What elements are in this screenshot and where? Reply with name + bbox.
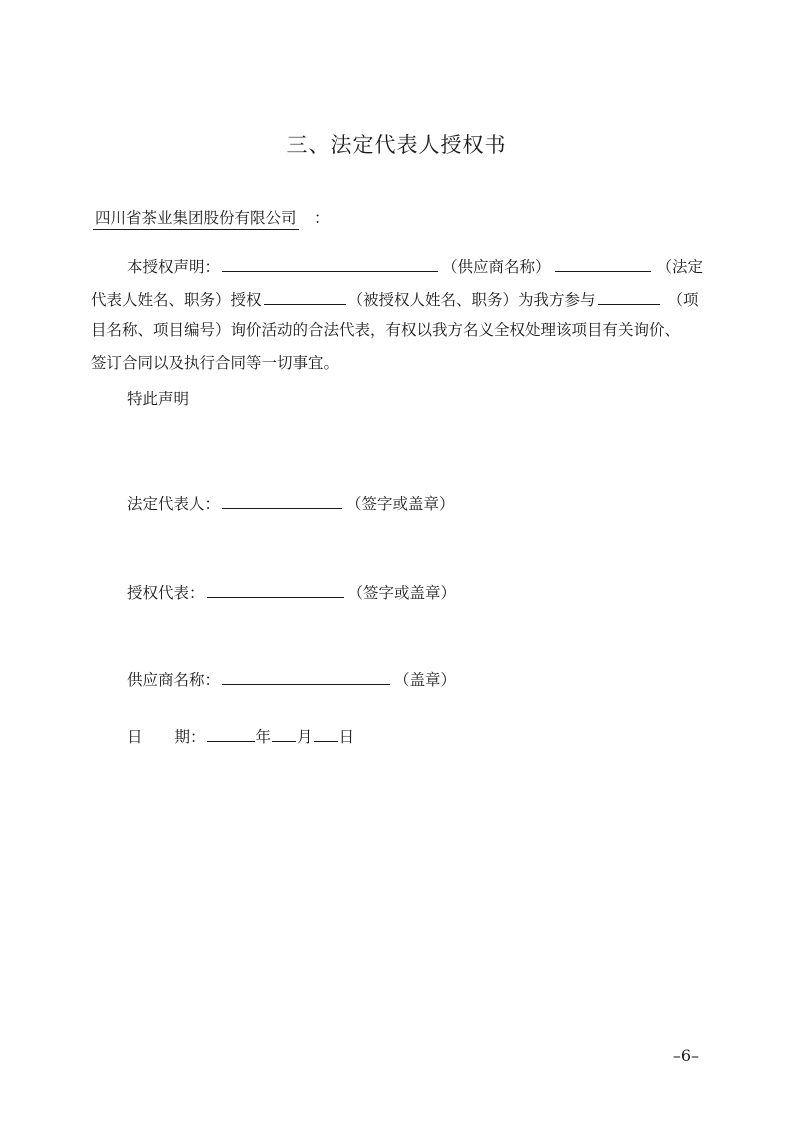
supplier-stamp-blank[interactable] <box>222 670 390 685</box>
legal-rep-label: 法定代表人： <box>127 495 221 513</box>
page-title: 三、法定代表人授权书 <box>286 133 507 157</box>
auth-rep-label: 授权代表： <box>127 584 205 602</box>
date-label-2: 期： <box>174 728 206 746</box>
year-label: 年 <box>255 728 272 746</box>
supplier-label: 供应商名称： <box>127 671 221 689</box>
legal-rep-hint-start: （法定 <box>656 258 704 276</box>
body-line-4: 签订合同以及执行合同等一切事宜。 <box>91 354 340 372</box>
year-blank[interactable] <box>207 727 255 742</box>
supplier-name-hint: （供应商名称） <box>442 258 551 276</box>
authorized-rep-hint: （被授权人姓名、职务）为我方参与 <box>347 291 596 309</box>
auth-rep-note: （签字或盖章） <box>347 584 457 602</box>
legal-rep-hint-end: 代表人姓名、职务）授权 <box>91 291 262 309</box>
body-line-1 <box>127 257 703 276</box>
date-row <box>127 727 354 746</box>
body-line-2 <box>91 290 699 309</box>
auth-rep-signature-row <box>127 583 456 602</box>
auth-rep-signature-blank[interactable] <box>207 583 344 598</box>
legal-rep-blank[interactable] <box>555 257 651 272</box>
project-blank[interactable] <box>598 290 660 305</box>
supplier-name-blank[interactable] <box>222 257 438 272</box>
date-label-1: 日 <box>127 728 143 746</box>
project-hint-start: （项 <box>667 291 699 309</box>
day-blank[interactable] <box>314 727 338 742</box>
legal-rep-signature-blank[interactable] <box>222 494 342 509</box>
day-label: 日 <box>338 728 355 746</box>
body-line-3: 目名称、项目编号）询价活动的合法代表，有权以我方名义全权处理该项目有关询价、 <box>91 321 681 339</box>
addressee-colon: ： <box>314 209 330 227</box>
legal-rep-note: （签字或盖章） <box>346 495 455 513</box>
declaration: 特此声明 <box>127 390 190 408</box>
month-blank[interactable] <box>272 727 296 742</box>
authorized-rep-blank[interactable] <box>264 290 346 305</box>
legal-rep-signature-row <box>127 494 455 513</box>
supplier-note: （盖章） <box>394 671 457 689</box>
statement-lead: 本授权声明： <box>127 258 221 276</box>
supplier-stamp-row <box>127 670 456 689</box>
month-label: 月 <box>297 728 313 746</box>
addressee: 四川省茶业集团股份有限公司 <box>93 211 299 230</box>
page-number: –6– <box>672 1046 699 1065</box>
